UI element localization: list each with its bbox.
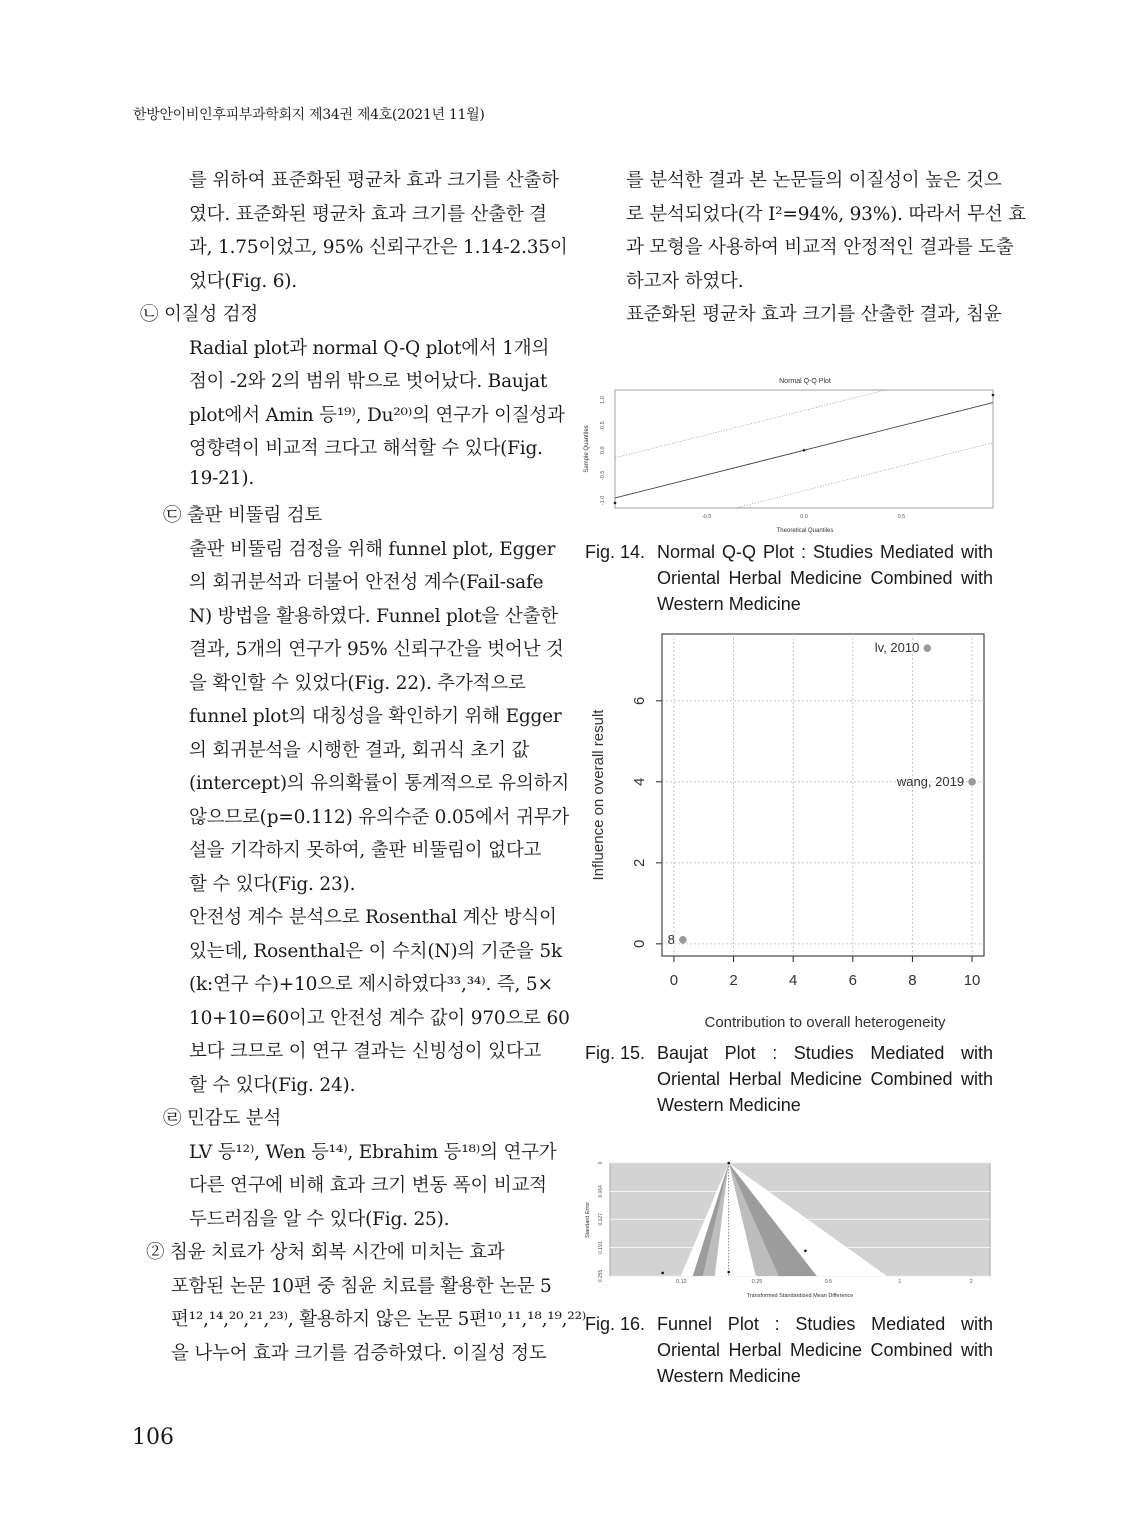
right_column-line: 하고자 하였다. [626, 271, 744, 292]
funnel-xlabel: Transformed Standardized Mean Difference [746, 1293, 854, 1299]
baujat-ytick: 6 [631, 696, 648, 706]
left_column-line: 출판 비뚤림 검정을 위해 funnel plot, Egger [189, 539, 556, 560]
left_column-line: ㉣ 민감도 분석 [163, 1108, 282, 1129]
caption-fig14-label: Fig. 14. [585, 542, 646, 562]
left_column-line: 않으므로(p=0.112) 유의수준 0.05에서 귀무가 [189, 807, 570, 828]
caption-fig16-label: Fig. 16. [585, 1314, 646, 1334]
funnel-xtick: 0.5 [824, 1279, 833, 1285]
left_column-line: 할 수 있다(Fig. 23). [189, 874, 356, 895]
baujat-xlabel: Contribution to overall heterogeneity [704, 1014, 946, 1031]
page-number: 106 [132, 1425, 174, 1450]
funnel-ytick: 0.255 [598, 1269, 604, 1283]
left_column-line: 있는데, Rosenthal은 이 수치(N)의 기준을 5k [189, 941, 562, 962]
left_column-line: (intercept)의 유의확률이 통계적으로 유의하지 [189, 773, 569, 794]
qq-point [803, 449, 806, 452]
funnel-ylabel: Standard Error [585, 1201, 591, 1239]
funnel-point [727, 1271, 730, 1274]
qq-confidence-line [736, 443, 993, 508]
baujat-ytick: 0 [631, 939, 648, 949]
funnel-plot [580, 1158, 1000, 1304]
baujat-point-label: 8 [667, 931, 675, 947]
qq-plot [580, 372, 1000, 535]
right_column-line: 로 분석되었다(각 I²=94%, 93%). 따라서 무선 효 [626, 204, 1026, 225]
left_column-line: 점이 -2와 2의 범위 밖으로 벗어났다. Baujat [189, 371, 548, 392]
left_column-line: 을 확인할 수 있었다(Fig. 22). 추가적으로 [189, 673, 526, 694]
qq-ytick: 0.5 [600, 421, 606, 429]
left_column-line: funnel plot의 대칭성을 확인하기 위해 Egger [189, 706, 562, 727]
funnel-ytick: 0.127 [598, 1213, 604, 1226]
left_column-line: 과, 1.75이었고, 95% 신뢰구간은 1.14-2.35이 [189, 237, 568, 258]
baujat-point-label: lv, 2010 [874, 640, 920, 656]
baujat-xtick: 4 [789, 972, 798, 989]
left_column-line: N) 방법을 활용하였다. Funnel plot을 산출한 [189, 606, 558, 627]
qq-confidence-line [615, 390, 886, 458]
caption-fig16 [585, 1311, 995, 1391]
left_column-line: 두드러짐을 알 수 있다(Fig. 25). [189, 1209, 450, 1230]
funnel-xtick: 0.25 [751, 1279, 763, 1285]
funnel-xtick: 2 [969, 1279, 973, 1285]
baujat-ytick: 4 [631, 777, 648, 787]
left_column-line: 었다(Fig. 6). [189, 271, 297, 292]
left_column-line: 편¹²,¹⁴,²⁰,²¹,²³⁾, 활용하지 않은 논문 5편¹⁰,¹¹,¹⁸,¹⁹,²²⁾ [171, 1309, 587, 1330]
left_column-line: Radial plot과 normal Q-Q plot에서 1개의 [189, 338, 550, 359]
left_column-line: plot에서 Amin 등¹⁹⁾, Du²⁰⁾의 연구가 이질성과 [189, 405, 565, 426]
funnel-ytick: 0.064 [598, 1185, 604, 1198]
funnel-xtick: 1 [898, 1279, 902, 1285]
caption-fig15-text: Baujat Plot : Studies Mediated with Oriental Herbal Medicine Combined with Western Medicine [657, 1043, 993, 1115]
left_column-line: 안전성 계수 분석으로 Rosenthal 계산 방식이 [189, 907, 557, 928]
left_column-line: 다른 연구에 비해 효과 크기 변동 폭이 비교적 [189, 1175, 547, 1196]
baujat-point [924, 644, 932, 652]
left_column-line: 포함된 논문 10편 중 침윤 치료를 활용한 논문 5 [171, 1276, 552, 1297]
caption-fig16-text: Funnel Plot : Studies Mediated with Oriental Herbal Medicine Combined with Western Medicine [657, 1314, 993, 1386]
journal-header: 한방안이비인후피부과학회지 제34권 제4호(2021년 11월) [133, 107, 485, 123]
caption-fig14 [585, 539, 995, 619]
funnel-ytick: 0 [598, 1161, 604, 1165]
qq-title: Normal Q-Q Plot [779, 378, 831, 385]
left_column-line: 결과, 5개의 연구가 95% 신뢰구간을 벗어난 것 [189, 639, 564, 660]
baujat-frame [662, 634, 984, 956]
qq-ylabel: Sample Quantiles [584, 425, 590, 473]
baujat-point-label: wang, 2019 [896, 773, 965, 789]
left_column-line: 의 회귀분석과 더불어 안전성 계수(Fail-safe [189, 572, 544, 593]
funnel-xtick: 0.12 [676, 1279, 687, 1285]
left_column-line: (k:연구 수)+10으로 제시하였다³³,³⁴⁾. 즉, 5× [189, 974, 553, 995]
left_column-line: 의 회귀분석을 시행한 결과, 회귀식 초기 값 [189, 740, 530, 761]
caption-fig15-label: Fig. 15. [585, 1043, 646, 1063]
caption-fig14-text: Normal Q-Q Plot : Studies Mediated with Oriental Herbal Medicine Combined with Western Medicine [657, 542, 993, 614]
baujat-point [968, 778, 976, 786]
left_column-line: 보다 크므로 이 연구 결과는 신빙성이 있다고 [189, 1041, 542, 1062]
left_column-line: 을 나누어 효과 크기를 검증하였다. 이질성 정도 [171, 1343, 547, 1364]
baujat-point [679, 936, 687, 944]
qq-point [614, 502, 617, 505]
funnel-point [727, 1162, 730, 1165]
left_column-line: 였다. 표준화된 평균차 효과 크기를 산출한 결 [189, 204, 547, 225]
left_column-line: 설을 기각하지 못하여, 출판 비뚤림이 없다고 [189, 840, 542, 861]
baujat-xtick: 10 [963, 972, 981, 989]
left_column-line: 10+10=60이고 안전성 계수 값이 970으로 60 [189, 1008, 570, 1029]
right_column-line: 과 모형을 사용하여 비교적 안정적인 결과를 도출 [626, 237, 1014, 258]
qq-point [992, 394, 995, 397]
baujat-ytick: 2 [631, 858, 648, 868]
baujat-xtick: 2 [729, 972, 738, 989]
right_column-line: 표준화된 평균차 효과 크기를 산출한 결과, 침윤 [626, 304, 1002, 325]
left_column-line: ② 침윤 치료가 상처 회복 시간에 미치는 효과 [146, 1242, 505, 1263]
qq-ytick: 0.0 [600, 446, 606, 455]
qq-xtick: 0.5 [897, 514, 906, 520]
left_column-line: 를 위하여 표준화된 평균차 효과 크기를 산출하 [189, 170, 559, 191]
funnel-ytick: 0.191 [598, 1241, 604, 1254]
caption-fig15 [585, 1040, 995, 1120]
left_column-line: 영향력이 비교적 크다고 해석할 수 있다(Fig. [189, 438, 543, 459]
baujat-plot [585, 620, 995, 1040]
baujat-xtick: 6 [848, 972, 857, 989]
right_column-line: 를 분석한 결과 본 논문들의 이질성이 높은 것으 [626, 170, 1002, 191]
qq-xtick: 0.0 [800, 514, 808, 520]
qq-ytick: 1.0 [600, 396, 606, 404]
qq-xlabel: Theoretical Quantiles [776, 528, 834, 534]
left_column-line: 19-21). [189, 468, 255, 489]
qq-xtick: -0.5 [701, 514, 712, 520]
left_column-line: 할 수 있다(Fig. 24). [189, 1075, 356, 1096]
funnel-point [661, 1272, 664, 1275]
baujat-xtick: 0 [669, 972, 679, 989]
baujat-ylabel: Influence on overall result [590, 709, 607, 881]
left_column-line: ㉡ 이질성 검정 [140, 304, 259, 325]
left_column-line: LV 등¹²⁾, Wen 등¹⁴⁾, Ebrahim 등¹⁸⁾의 연구가 [189, 1142, 557, 1163]
left_column-line: ㉢ 출판 비뚤림 검토 [163, 505, 323, 526]
baujat-xtick: 8 [908, 972, 917, 989]
funnel-point [804, 1249, 807, 1252]
qq-ytick: -0.5 [600, 470, 606, 481]
qq-ytick: -1.0 [600, 495, 606, 506]
